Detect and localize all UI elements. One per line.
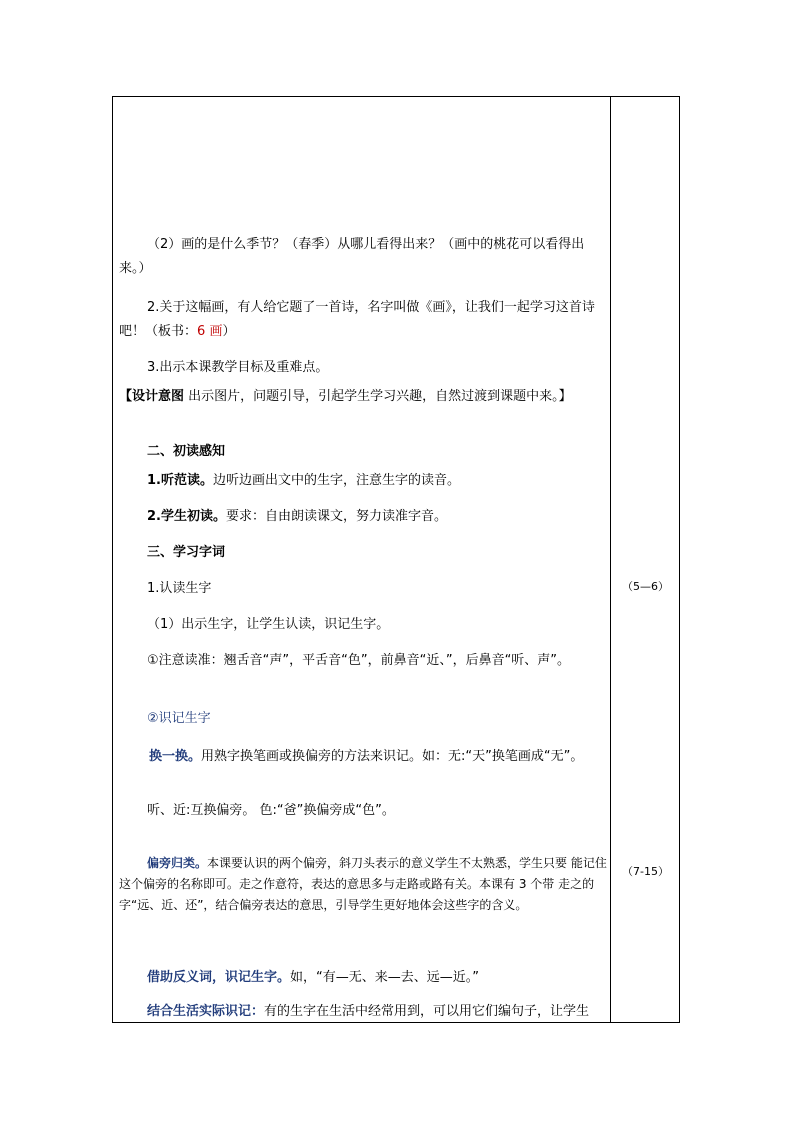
memorize-characters: ②识记生字 <box>147 711 211 726</box>
show-characters: （1）出示生字，让学生认读，识记生字。 <box>147 617 390 632</box>
step-2 <box>119 296 607 344</box>
antonym-method <box>119 966 607 990</box>
antonym-label: 借助反义词，识记生字。 <box>147 970 291 985</box>
recognize-characters: 1.认读生字 <box>147 581 212 596</box>
listen-reading <box>119 469 607 493</box>
swap-method <box>119 745 607 769</box>
life-method <box>119 1000 607 1024</box>
section-words: 三、学习字词 <box>147 545 226 560</box>
antonym-text: 如，“有—无、来—去、远—近。” <box>290 970 479 985</box>
design-intent-text: 出示图片，问题引导，引起学生学习兴趣，自然过渡到课题中来。】 <box>188 389 572 404</box>
column-divider <box>610 96 611 1023</box>
life-label: 结合生活实际识记： <box>147 1004 265 1019</box>
step-2-close: ） <box>222 324 236 339</box>
board-word: 画 <box>209 324 223 339</box>
time-slot-1: （5—6） <box>622 580 669 593</box>
time-slot-2: （7-15） <box>622 865 669 878</box>
life-text: 有的生字在生活中经常用到，可以用它们编句子，让学生 <box>264 1004 590 1019</box>
student-label: 2.学生初读。 <box>147 509 226 524</box>
board-number: 6 <box>197 324 206 339</box>
swap-examples: 听、近:互换偏旁。 色:“爸”换偏旁成“色”。 <box>147 803 395 818</box>
pronunciation-note: ①注意读准：翘舌音“声”，平舌音“色”，前鼻音“近、”，后鼻音“听、声”。 <box>147 653 571 668</box>
design-intent <box>119 385 607 409</box>
student-reading <box>119 505 607 529</box>
radical-label: 偏旁归类。 <box>147 856 208 870</box>
student-text: 要求：自由朗读课文，努力读准字音。 <box>225 509 447 524</box>
listen-label: 1.听范读。 <box>147 473 213 488</box>
question-2: （2）画的是什么季节？（春季）从哪儿看得出来？（画中的桃花可以看得出来。） <box>119 237 585 276</box>
swap-label: 换一换。 <box>149 749 202 764</box>
section-initial-reading: 二、初读感知 <box>147 444 226 459</box>
design-intent-label: 【设计意图 <box>119 389 185 404</box>
radical-text: 本课要认识的两个偏旁，斜刀头表示的意义学生不太熟悉，学生只要 能记住这个偏旁的名称即可。走之作意符，表达的意思多与走路或路有关。本课有 3 个带 走之的字“远、近、还”，结合偏旁表达的意思，引导学生更好地体会这些字的含义。 <box>119 856 607 912</box>
radical-grouping <box>119 853 607 916</box>
step-3: 3.出示本课教学目标及重难点。 <box>147 360 329 375</box>
step-2-text: 2.关于这幅画，有人给它题了一首诗，名字叫做《画》，让我们一起学习这首诗吧！（板书： <box>119 300 595 339</box>
swap-text: 用熟字换笔画或换偏旁的方法来识记。如：无:“天”换笔画成“无”。 <box>201 749 584 764</box>
listen-text: 边听边画出文中的生字，注意生字的读音。 <box>212 473 460 488</box>
